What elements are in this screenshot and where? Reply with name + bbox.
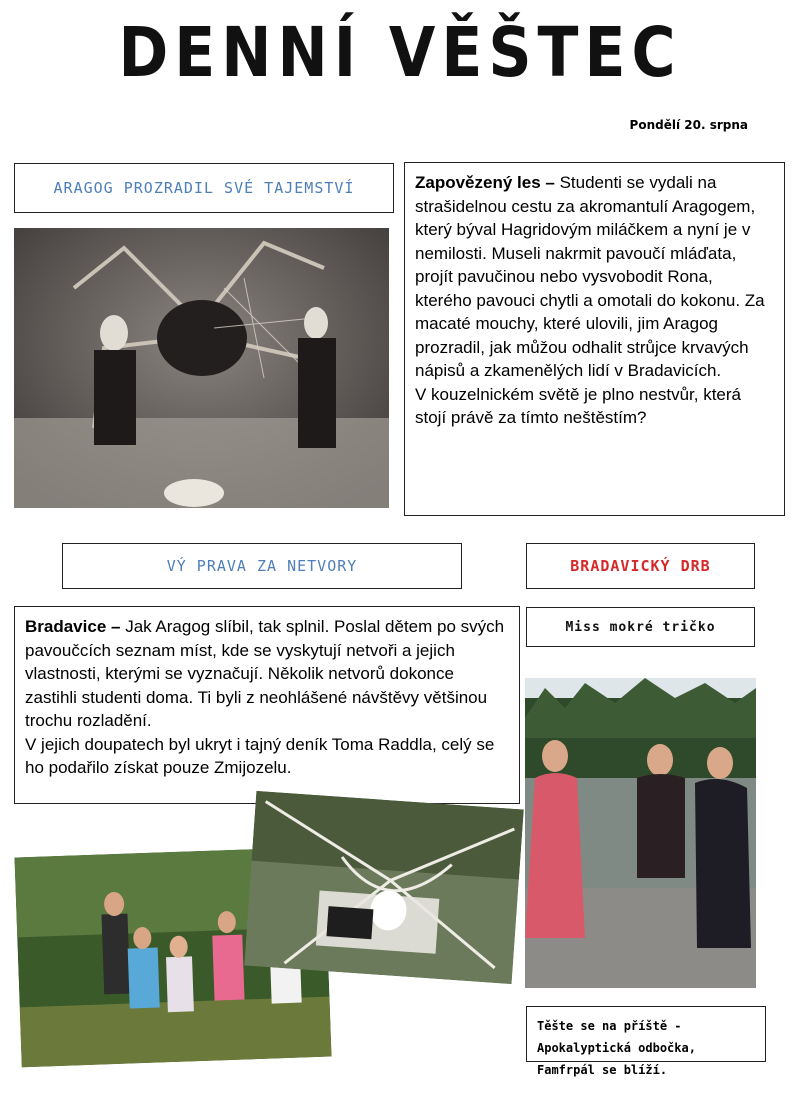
article-bradavice-lead: Bradavice –	[25, 617, 121, 636]
headline-drb-text: BRADAVICKÝ DRB	[570, 557, 711, 575]
article-zapovezeny-les	[404, 162, 785, 516]
caption-miss	[526, 607, 755, 647]
next-issue-note-text: Těšte se na příště - Apokalyptická odbočka, Famfrpál se blíží.	[537, 1019, 696, 1077]
headline-drb	[526, 543, 755, 589]
photo-miss-wet-tshirt	[525, 678, 756, 988]
article-zapovezeny-les-lead: Zapovězený les –	[415, 173, 555, 192]
caption-miss-text: Miss mokré tričko	[565, 619, 716, 635]
article-zapovezeny-les-body: Studenti se vydali na strašidelnou cestu za akromantulí Aragogem, který býval Hagridovým miláčkem a nyní je v nemilosti. Museli nakrmit pavoučí mláďata, projít pavučinou nebo vysvobodit Rona, kterého pavouci chytli a omotali do kokonu. Za macaté mouchy, které ulovili, jim Aragog prozradil, jak můžou odhalit strůjce krvavých nápisů a zkamenělých lidí v Bradavicích.	[415, 173, 765, 380]
article-bradavice	[14, 606, 520, 804]
photo-aragog-night	[14, 228, 389, 508]
photo-web-cocoon-image	[244, 791, 524, 984]
article-zapovezeny-les-body2: V kouzelnickém světě je plno nestvůr, která stojí právě za tímto neštěstím?	[415, 384, 741, 427]
headline-netvory-text: VÝ PRAVA ZA NETVORY	[166, 557, 358, 575]
next-issue-note	[526, 1006, 766, 1077]
headline-aragog-text: ARAGOG PROZRADIL SVÉ TAJEMSTVÍ	[53, 179, 355, 197]
photo-aragog-night-image	[14, 228, 389, 508]
article-bradavice-body: Jak Aragog slíbil, tak splnil. Poslal dětem po svých pavoučcích seznam míst, kde se vyskytují netvoři a jejich vlastnosti, kterými se vyznačují. Několik netvorů dokonce zastihli studenti doma. Ti byli z neohlášené návštěvy většinou trochu rozladění.	[25, 617, 505, 730]
headline-netvory	[62, 543, 462, 589]
article-bradavice-body2: V jejich doupatech byl ukryt i tajný deník Toma Raddla, celý se ho podařilo získat pouze Zmijozelu.	[25, 734, 495, 777]
masthead-title: DENNÍ VĚŠTEC	[118, 12, 682, 94]
photo-miss-wet-tshirt-image	[525, 678, 756, 988]
headline-aragog	[14, 163, 394, 213]
issue-date: Pondělí 20. srpna	[629, 118, 748, 132]
photo-web-cocoon	[244, 791, 524, 984]
